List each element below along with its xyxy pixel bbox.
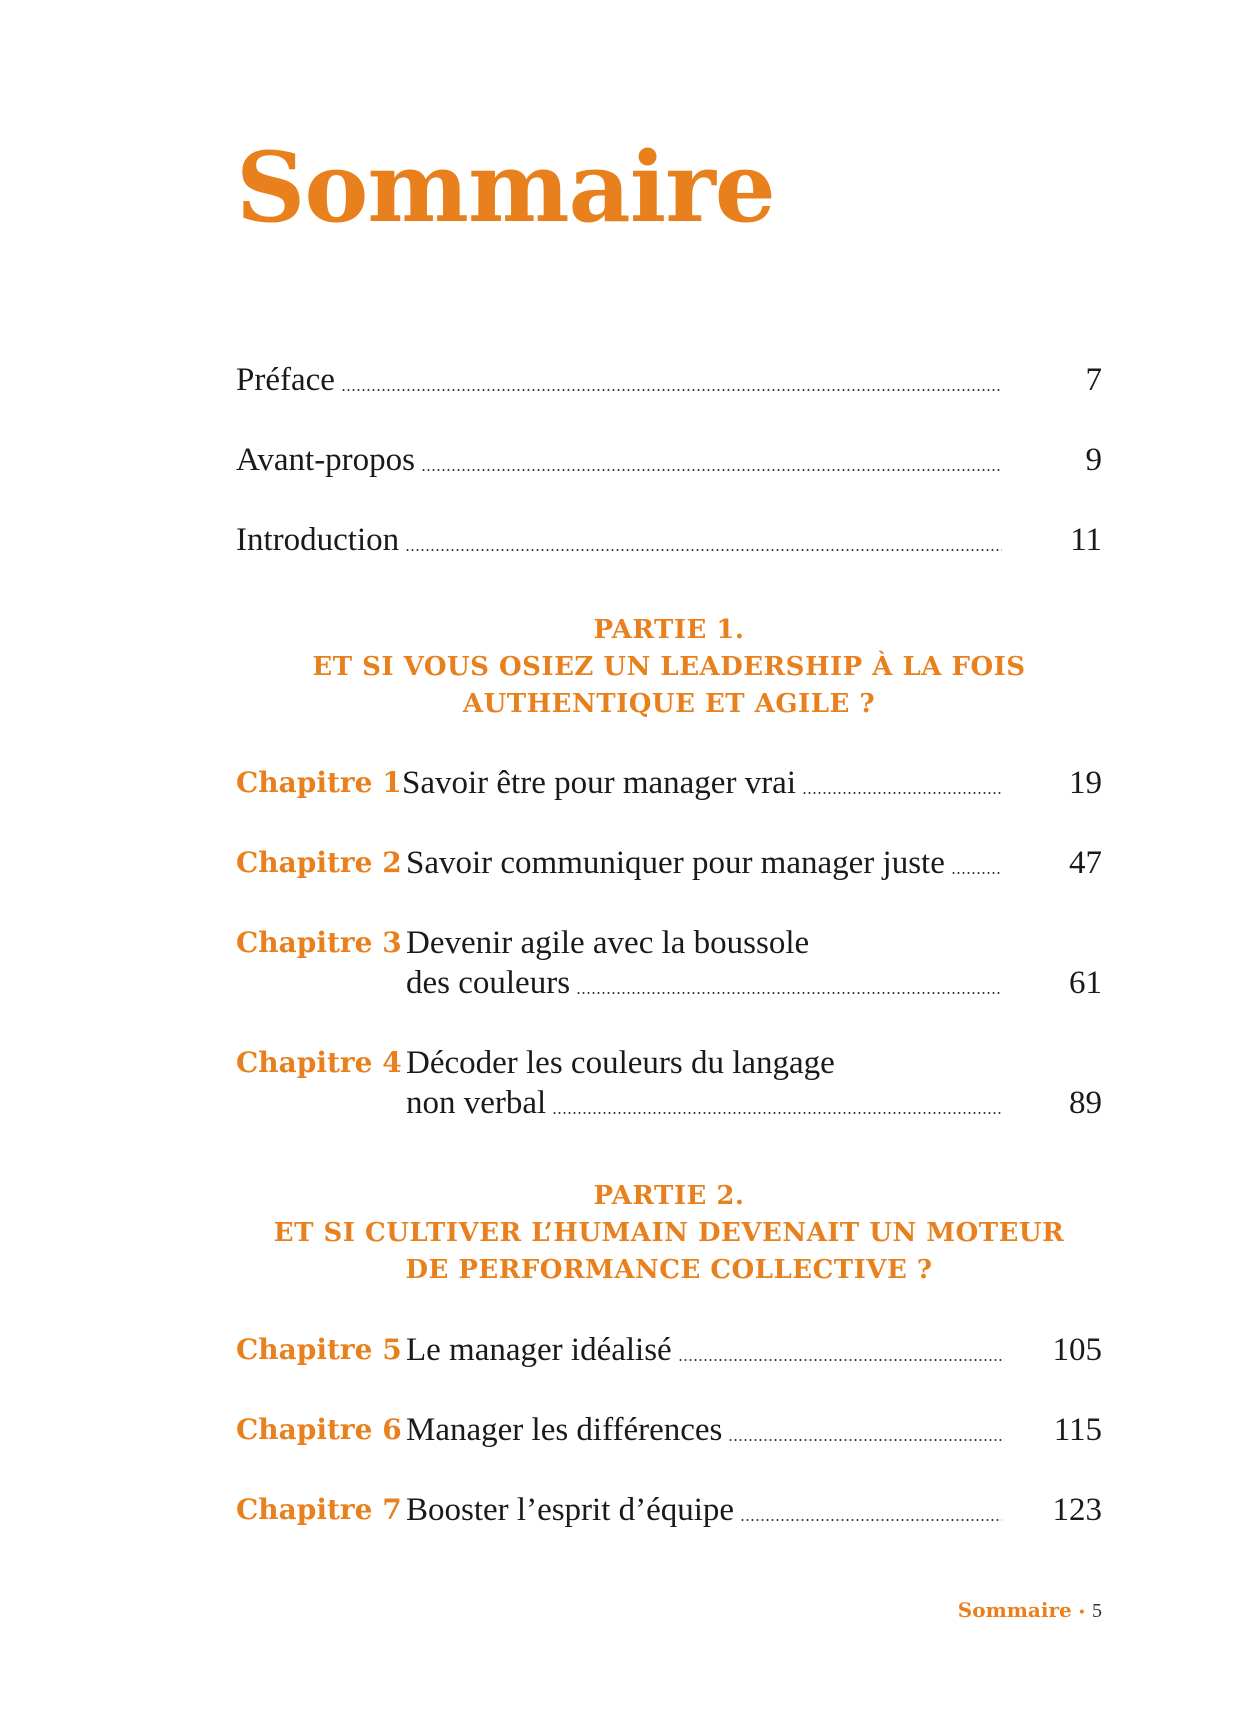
chapter-title: Décoder les couleurs du langage	[406, 1045, 835, 1081]
dot-leader	[421, 469, 1002, 471]
part-heading-line: PARTIE 2.	[593, 1181, 745, 1211]
chapter-title: Savoir communiquer pour manager juste	[406, 845, 945, 881]
chapter-label: Chapitre 3	[236, 926, 402, 959]
toc-entry-page: 11	[1070, 522, 1102, 558]
chapter-page: 123	[1052, 1492, 1102, 1528]
toc-entry-page: 7	[1085, 362, 1102, 398]
toc-entry-introduction[interactable]	[236, 520, 1102, 560]
chapter-page: 47	[1069, 845, 1102, 881]
dot-leader	[802, 792, 1002, 794]
toc-entry-label: Avant-propos	[236, 442, 416, 478]
chapter-page: 105	[1052, 1332, 1102, 1368]
chapter-title: Savoir être pour manager vrai	[402, 765, 797, 801]
chapter-title: Le manager idéalisé	[406, 1332, 672, 1368]
toc-entry-label: Préface	[236, 362, 335, 398]
toc-chapter-6[interactable]	[236, 1410, 1102, 1450]
chapter-title: Manager les différences	[406, 1412, 723, 1448]
dot-leader	[740, 1519, 1002, 1521]
dot-leader	[678, 1359, 1002, 1361]
chapter-title: Booster l’esprit d’équipe	[406, 1492, 735, 1528]
dot-leader	[728, 1439, 1002, 1441]
part-heading-line: ET SI CULTIVER L’HUMAIN DEVENAIT UN MOTEUR	[273, 1218, 1065, 1248]
footer-bullet: •	[1077, 1605, 1086, 1621]
dot-leader	[341, 389, 1002, 391]
toc-chapter-3[interactable]	[236, 923, 1102, 1003]
chapter-label: Chapitre 7	[236, 1493, 402, 1526]
dot-leader	[951, 872, 1002, 874]
toc-entry-avant-propos[interactable]	[236, 440, 1102, 480]
part-heading-line: PARTIE 1.	[593, 615, 745, 645]
toc-entry-label: Introduction	[236, 522, 400, 558]
toc-chapter-2[interactable]	[236, 843, 1102, 883]
chapter-label: Chapitre 1	[236, 766, 402, 799]
toc-chapter-7[interactable]	[236, 1490, 1102, 1530]
chapter-label: Chapitre 2	[236, 846, 402, 879]
toc-chapter-1[interactable]	[236, 763, 1102, 803]
dot-leader	[552, 1112, 1002, 1114]
page-number: 5	[1092, 1600, 1102, 1622]
toc-chapter-4[interactable]	[236, 1043, 1102, 1123]
dot-leader	[576, 992, 1002, 994]
part-heading-line: AUTHENTIQUE ET AGILE ?	[462, 689, 876, 719]
chapter-label: Chapitre 4	[236, 1046, 402, 1079]
toc-entry-page: 9	[1085, 442, 1102, 478]
chapter-page: 19	[1069, 765, 1102, 801]
part-heading-line: ET SI VOUS OSIEZ UN LEADERSHIP À LA FOIS	[312, 652, 1026, 682]
chapter-label: Chapitre 5	[236, 1333, 402, 1366]
part-heading-line: DE PERFORMANCE COLLECTIVE ?	[405, 1255, 933, 1285]
chapter-page: 61	[1069, 965, 1102, 1001]
page-title: Sommaire	[236, 131, 775, 244]
dot-leader	[405, 549, 1002, 551]
chapter-title: non verbal	[406, 1085, 547, 1121]
chapter-title: Devenir agile avec la boussole	[406, 925, 810, 961]
chapter-label: Chapitre 6	[236, 1413, 402, 1446]
part-2-heading	[236, 1178, 1102, 1289]
toc-chapter-5[interactable]	[236, 1330, 1102, 1370]
page-footer	[958, 1598, 1102, 1623]
toc-entry-preface[interactable]	[236, 360, 1102, 400]
chapter-page: 115	[1053, 1412, 1102, 1448]
footer-title: Sommaire	[957, 1598, 1072, 1622]
part-1-heading	[236, 612, 1102, 723]
chapter-page: 89	[1069, 1085, 1102, 1121]
chapter-title: des couleurs	[406, 965, 571, 1001]
